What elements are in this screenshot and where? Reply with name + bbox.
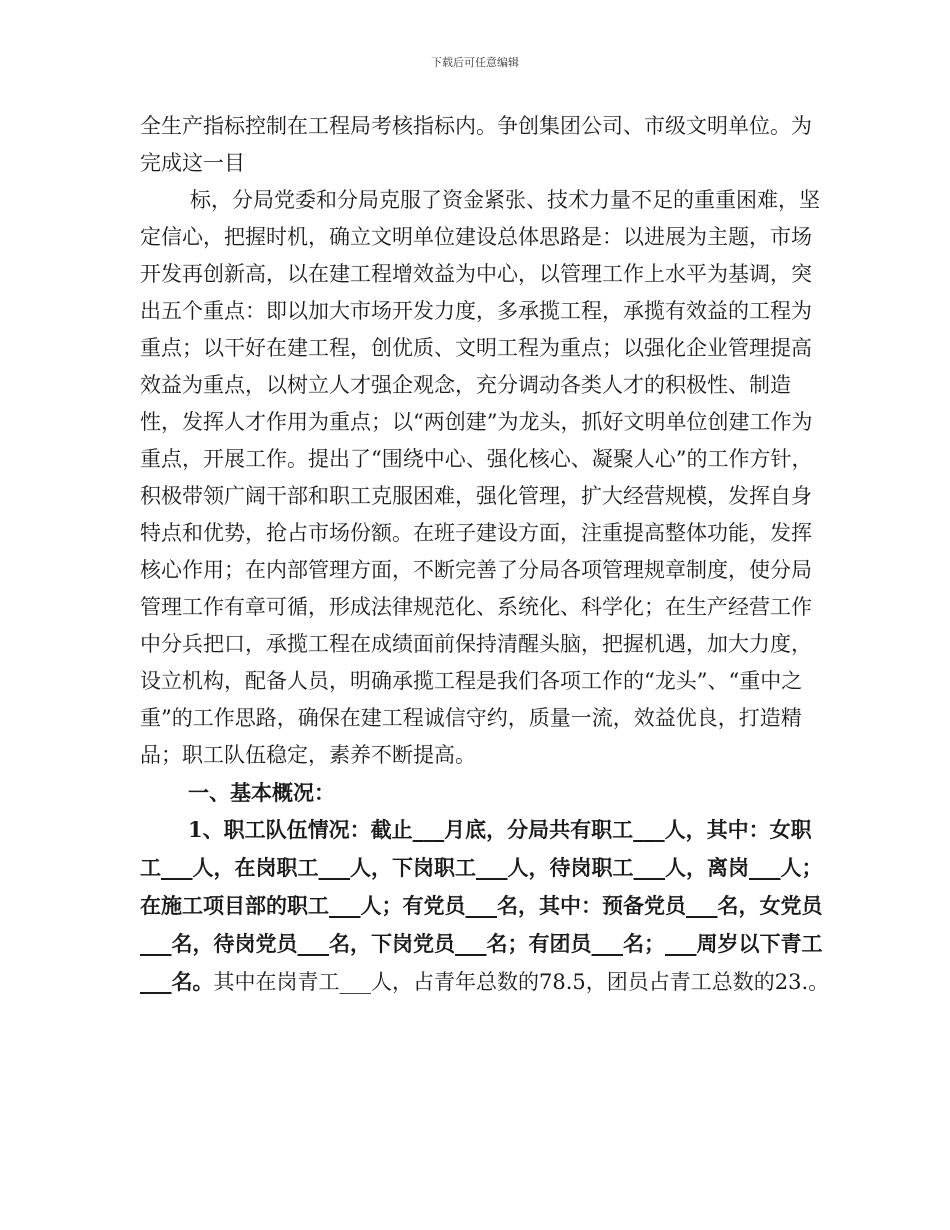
paragraph-staff-situation (140, 811, 830, 1001)
paragraph-main: 标，分局党委和分局克服了资金紧张、技术力量不足的重重困难，坚定信心，把握时机，确立文明单位建设总体思路是：以进展为主题，市场开发再创新高，以在建工程增效益为中心，以管理工作上水平为基调，突出五个重点：即以加大市场开发力度，多承揽工程，承揽有效益的工程为重点；以干好在建工程，创优质、文明工程为重点；以强化企业管理提高效益为重点，以树立人才强企观念，充分调动各类人才的积极性、制造性，发挥人才作用为重点；以“两创建”为龙头，抓好文明单位创建工作为重点，开展工作。提出了“围绕中心、强化核心、凝聚人心”的工作方针，积极带领广阔干部和职工克服困难，强化管理，扩大经营规模，发挥自身特点和优势，抢占市场份额。在班子建设方面，注重提高整体功能，发挥核心作用；在内部管理方面，不断完善了分局各项管理规章制度，使分局管理工作有章可循，形成法律规范化、系统化、科学化；在生产经营工作中分兵把口，承揽工程在成绩面前保持清醒头脑，把握机遇，加大力度，设立机构，配备人员，明确承揽工程是我们各项工作的“龙头”、“重中之重”的工作思路，确保在建工程诚信守约，质量一流，效益优良，打造精品；职工队伍稳定，素养不断提高。 (140, 188, 820, 767)
section-heading-basic-overview: 一、基本概况： (188, 780, 335, 805)
paragraph-intro: 全生产指标控制在工程局考核指标内。争创集团公司、市级文明单位。为完成这一目 (140, 114, 812, 175)
staff-situation-plain-text: 其中在岗青工___人，占青年总数的78.5，团员占青工总数的23.。 (213, 970, 830, 994)
document-body (140, 108, 830, 1001)
page-header-note: 下载后可任意编辑 (431, 56, 519, 69)
staff-situation-bold-text: 1、职工队伍情况：截止___月底，分局共有职工___人，其中：女职工___人，在岗职工___人，下岗职工___人，待岗职工___人，离岗___人；在施工项目部的职工___人；有党员___名，其中：预备党员___名，女党员___名，待岗党员___名，下岗党员___名；有团员___名；___周岁以下青工___名。 (140, 817, 823, 994)
